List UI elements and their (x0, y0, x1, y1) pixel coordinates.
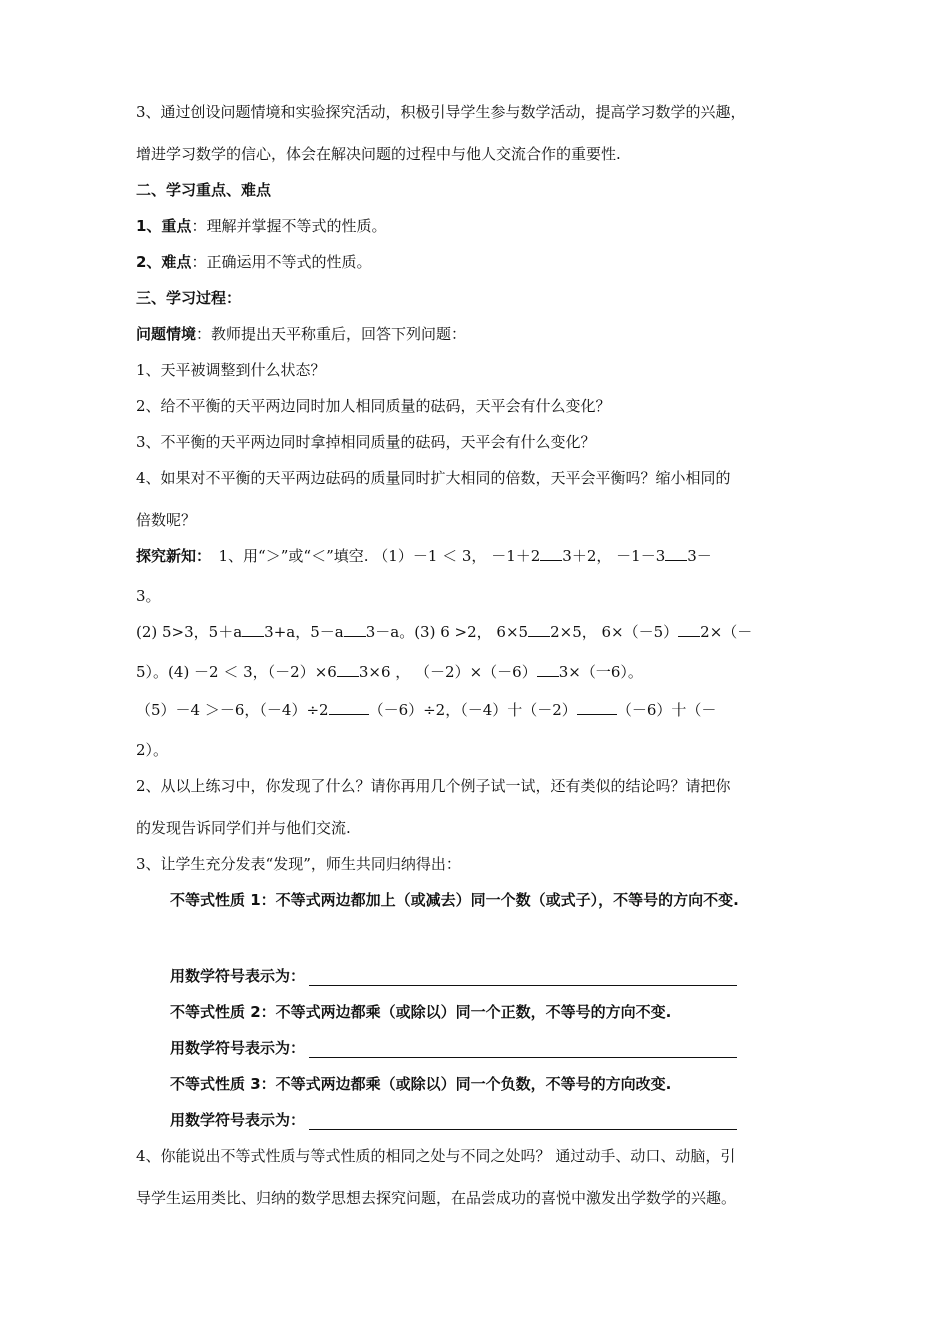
key-point-label: 1、重点 (136, 217, 192, 235)
exercise-text: 3＋2， －1－3 (562, 547, 666, 565)
exercise-text: （5）－4 ＞－6，（－4）÷2 (136, 701, 329, 719)
symbol-line-2 (170, 1038, 737, 1058)
symbol-label: 用数学符号表示为： (170, 967, 306, 985)
question-3: 3、不平衡的天平两边同时拿掉相同质量的砝码，天平会有什么变化？ (136, 433, 596, 451)
answer-line[interactable] (309, 1041, 737, 1058)
exercise-text: 3－a。(3) 6 >2， 6×5 (365, 623, 529, 641)
exercise-text: 3×（一6）。 (558, 663, 643, 681)
finding-4-line-2: 导学生运用类比、归纳的数学思想去探究问题，在品尝成功的喜悦中激发出学数学的兴趣。 (136, 1189, 737, 1207)
section-heading-key-points: 二、学习重点、难点 (136, 181, 272, 199)
exercise-line-4 (136, 662, 643, 682)
exercise-text: 1、用“＞”或“＜”填空. （1）－1 ＜ 3， －1＋2 (203, 547, 541, 565)
finding-4-line-1: 4、你能说出不等式性质与等式性质的相同之处与不同之处吗？ 通过动手、动口、动脑，引 (136, 1147, 736, 1165)
exercise-line-1 (136, 546, 712, 566)
question-2: 2、给不平衡的天平两边同时加人相同质量的砝码，天平会有什么变化？ (136, 397, 611, 415)
answer-blank[interactable] (337, 662, 359, 677)
finding-2-line-1: 2、从以上练习中，你发现了什么？请你再用几个例子试一试，还有类似的结论吗？请把你 (136, 777, 731, 795)
answer-blank[interactable] (537, 662, 559, 677)
property-1: 不等式性质 1：不等式两边都加上（或减去）同一个数（或式子），不等号的方向不变. (170, 891, 739, 909)
problem-situation-text: ：教师提出天平称重后，回答下列问题： (196, 325, 467, 343)
objective-3-line-2: 增进学习数学的信心，体会在解决问题的过程中与他人交流合作的重要性. (136, 145, 621, 163)
exercise-line-2: 3。 (136, 587, 161, 605)
answer-blank[interactable] (665, 546, 687, 561)
exercise-text: 2×5， 6×（－5） (550, 623, 679, 641)
difficult-point-text: ：正确运用不等式的性质。 (191, 253, 372, 271)
exercise-line-6: 2）。 (136, 741, 169, 759)
exercise-text: 3+a，5－a (264, 623, 344, 641)
answer-blank[interactable] (329, 700, 369, 715)
symbol-label: 用数学符号表示为： (170, 1111, 306, 1129)
question-4-line-2: 倍数呢？ (136, 511, 197, 529)
property-2: 不等式性质 2：不等式两边都乘（或除以）同一个正数，不等号的方向不变. (170, 1003, 672, 1021)
finding-3: 3、让学生充分发表“发现”，师生共同归纳得出： (136, 855, 461, 873)
answer-blank[interactable] (540, 546, 562, 561)
question-1: 1、天平被调整到什么状态？ (136, 361, 326, 379)
exercise-line-3 (136, 622, 752, 642)
objective-3-line-1: 3、通过创设问题情境和实验探究活动，积极引导学生参与数学活动，提高学习数学的兴趣， (136, 103, 746, 121)
difficult-point-label: 2、难点 (136, 253, 192, 271)
question-4-line-1: 4、如果对不平衡的天平两边砝码的质量同时扩大相同的倍数，天平会平衡吗？缩小相同的 (136, 469, 731, 487)
finding-2-line-2: 的发现告诉同学们并与他们交流. (136, 819, 351, 837)
symbol-line-1 (170, 966, 737, 986)
symbol-line-3 (170, 1110, 737, 1130)
problem-situation (136, 324, 466, 344)
key-point-text: ：理解并掌握不等式的性质。 (191, 217, 387, 235)
section-heading-process: 三、学习过程： (136, 289, 242, 307)
answer-line[interactable] (309, 1113, 737, 1130)
exercise-line-5 (136, 700, 716, 720)
symbol-label: 用数学符号表示为： (170, 1039, 306, 1057)
exercise-text: 3×6 ， （－2）×（－6） (358, 663, 537, 681)
problem-situation-label: 问题情境 (136, 325, 197, 343)
answer-blank[interactable] (242, 622, 264, 637)
property-3: 不等式性质 3：不等式两边都乘（或除以）同一个负数，不等号的方向改变. (170, 1075, 672, 1093)
exercise-text: （－6）十（－ (616, 701, 717, 719)
exercise-text: (2) 5>3，5＋a (136, 623, 243, 641)
exercise-text: 5）。(4) －2 ＜ 3，（－2）×6 (136, 663, 337, 681)
answer-blank[interactable] (344, 622, 366, 637)
exercise-label: 探究新知： (136, 547, 204, 565)
difficult-point (136, 252, 371, 272)
answer-blank[interactable] (678, 622, 700, 637)
exercise-text: 3－ (687, 547, 712, 565)
answer-blank[interactable] (577, 700, 617, 715)
exercise-text: （－6）÷2，（－4）十（－2） (368, 701, 577, 719)
answer-line[interactable] (309, 969, 737, 986)
exercise-text: 2×（－ (700, 623, 753, 641)
answer-blank[interactable] (528, 622, 550, 637)
key-point (136, 216, 386, 236)
